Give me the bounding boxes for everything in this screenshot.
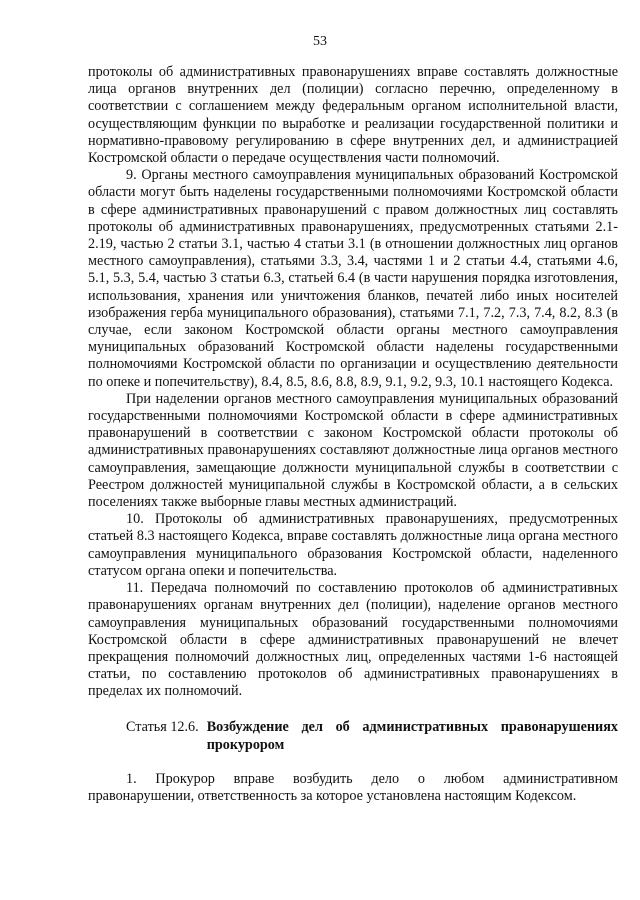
article-number: Статья 12.6.	[126, 718, 199, 735]
paragraph-article-clause-1: 1. Прокурор вправе возбудить дело о любом административном правонарушении, ответственность за которое установлена настоящим Кодексом.	[88, 770, 618, 804]
article-title: Возбуждение дел об административных правонарушениях прокурором	[206, 718, 618, 753]
paragraph-clause-10: 10. Протоколы об административных правонарушениях, предусмотренных статьей 8.3 настоящего Кодекса, вправе составлять должностные лица органа местного самоуправления муниципального образования Костромской области, наделенного статусом органа опеки и попечительства.	[88, 511, 618, 579]
paragraph-continuation: протоколы об административных правонарушениях вправе составлять должностные лица органов внутренних дел (полиции) согласно перечню, определенному в соответствии с соглашением между федеральным органом исполнительной власти, осуществляющим функции по выработке и реализации государственной политики и нормативно-правовому регулированию в сфере внутренних дел, и администрацией Костромской области о передаче осуществления части полномочий.	[88, 64, 618, 167]
paragraph-clause-11: 11. Передача полномочий по составлению протоколов об административных правонарушениях органам внутренних дел (полиции), наделение органов местного самоуправления муниципальных образований государственными полномочиями Костромской области в сфере административных правонарушений не влечет прекращения полномочий должностных лиц, определенных частями 1-6 настоящей статьи, по составлению протоколов об административных правонарушениях в пределах их полномочий.	[88, 580, 618, 700]
page-number: 53	[313, 34, 327, 49]
paragraph-delegation: При наделении органов местного самоуправления муниципальных образований государственными полномочиями Костромской области в сфере административных правонарушений в соответствии с законом Костромской области протоколы об административных правонарушениях составляют должностные лица органов местного самоуправления, замещающие должности муниципальной службы в соответствии с Реестром должностей муниципальной службы в Костромской области, а в сельских поселениях также выборные главы местных администраций.	[88, 390, 618, 511]
page-content	[88, 64, 618, 805]
paragraph-clause-9: 9. Органы местного самоуправления муниципальных образований Костромской области могут быть наделены государственными полномочиями Костромской области в сфере административных правонарушений с правом должностных лиц составлять протоколы об административных правонарушениях, предусмотренных статьями 2.1-2.19, частью 2 статьи 3.1, частью 4 статьи 3.1 (в отношении должностных лиц органов местного самоуправления), статьями 3.3, 3.4, частями 1 и 2 статьи 4.4, статьями 4.6, 5.1, 5.3, 5.4, частью 3 статьи 6.3, статьей 6.4 (в части нарушения порядка изготовления, использования, хранения или уничтожения бланков, печатей либо иных носителей изображения герба муниципального образования), статьями 7.1, 7.2, 7.3, 7.4, 8.2, 8.3 (в случае, если законом Костромской области органы местного самоуправления муниципальных образований Костромской области наделены государственными полномочиями Костромской области по организации и осуществлению деятельности по опеке и попечительству), 8.4, 8.5, 8.6, 8.8, 8.9, 9.1, 9.2, 9.3, 10.1 настоящего Кодекса.	[88, 167, 618, 390]
article-heading	[88, 718, 618, 754]
